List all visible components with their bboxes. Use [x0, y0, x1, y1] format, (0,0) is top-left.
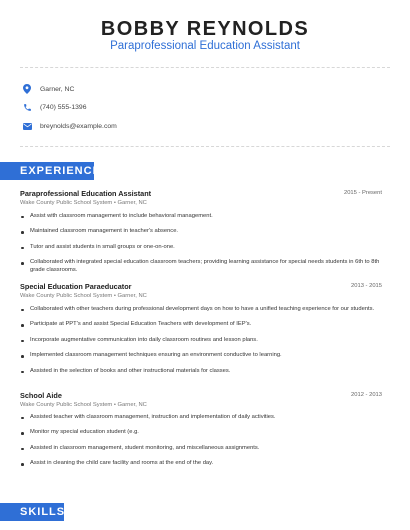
- list-item: Implemented classroom management techniques ensuring an environment conductive to learning.: [20, 352, 380, 360]
- job-organization: Wake County Public School System • Garner, NC: [20, 293, 147, 299]
- job-title: Special Education Paraeducator: [20, 282, 132, 291]
- list-item: Assist in cleaning the child care facility and rooms at the end of the day.: [20, 460, 380, 468]
- job-bullets: [20, 213, 380, 283]
- job-organization: Wake County Public School System • Garner, NC: [20, 402, 147, 408]
- job-bullets: [20, 414, 380, 476]
- contact-email: [22, 121, 117, 131]
- job-organization: Wake County Public School System • Garner, NC: [20, 200, 147, 206]
- email-link[interactable]: breynolds@example.com: [40, 122, 117, 130]
- divider: [20, 146, 390, 147]
- email-icon: [22, 121, 32, 131]
- list-item: Participate at PPT's and assist Special Education Teachers with development of IEP's.: [20, 321, 380, 329]
- list-item: Assisted in the selection of books and other instructional materials for classes.: [20, 368, 380, 376]
- location-pin-icon: [22, 84, 32, 94]
- contact-phone: [22, 102, 86, 112]
- candidate-name: BOBBY REYNOLDS: [100, 18, 310, 40]
- list-item: Tutor and assist students in small groups or one-on-one.: [20, 244, 380, 252]
- job-dates: 2013 - 2015: [351, 283, 382, 289]
- list-item: Incorporate augmentative communication into daily classroom routines and lesson plans.: [20, 337, 380, 345]
- phone-icon: [22, 102, 32, 112]
- skills-heading: SKILLS: [0, 503, 64, 521]
- candidate-title: Paraprofessional Education Assistant: [110, 40, 300, 52]
- divider: [20, 67, 390, 68]
- list-item: Monitor my special education student (e.g.: [20, 429, 380, 437]
- list-item: Collaborated with integrated special education classroom teachers; providing learning assistance for special needs students in 6th to 8th grade classrooms.: [20, 259, 380, 274]
- job-title: School Aide: [20, 391, 62, 400]
- job-dates: 2015 - Present: [343, 190, 382, 196]
- job-bullets: [20, 306, 380, 383]
- contact-location: [22, 84, 74, 94]
- job-title: Paraprofessional Education Assistant: [20, 189, 152, 198]
- list-item: Assisted in classroom management, student monitoring, and miscellaneous assignments.: [20, 445, 380, 453]
- location-text: Garner, NC: [40, 85, 75, 93]
- phone-text: (740) 555-1396: [40, 103, 87, 111]
- list-item: Collaborated with other teachers during professional development days on how to have a unified teaching experience for our students.: [20, 306, 380, 314]
- list-item: Maintained classroom management in teacher's absence.: [20, 228, 380, 236]
- experience-heading: EXPERIENCE: [0, 162, 94, 180]
- job-dates: 2012 - 2013: [351, 392, 382, 398]
- list-item: Assist with classroom management to include behavioral management.: [20, 213, 380, 221]
- list-item: Assisted teacher with classroom management, instruction and implementation of daily activities.: [20, 414, 380, 422]
